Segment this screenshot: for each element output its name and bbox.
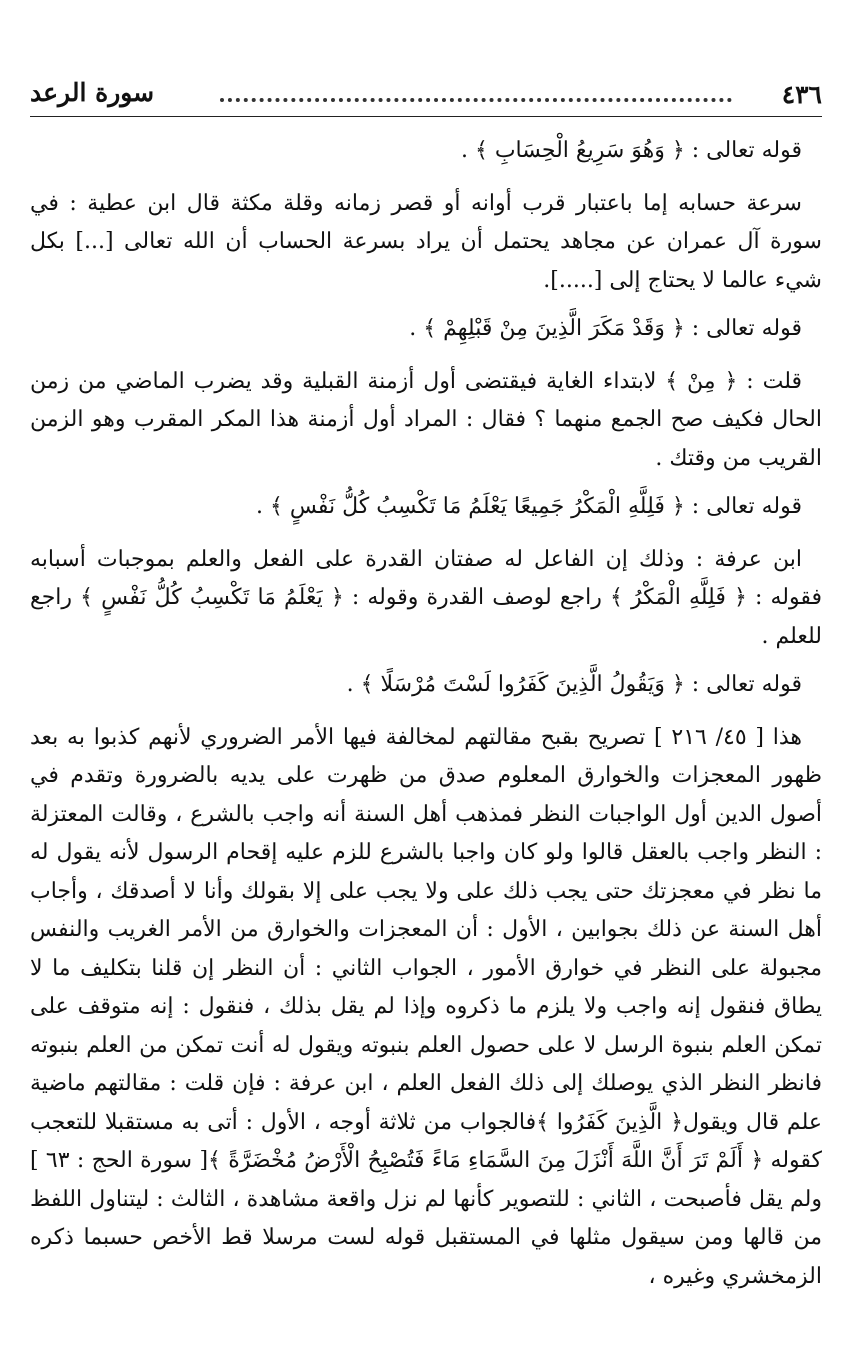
commentary-paragraph-1: سرعة حسابه إما باعتبار قرب أوانه أو قصر زمانه وقلة مكثة قال ابن عطية : في سورة آل عمران عن مجاهد يحتمل أن يراد بسرعة الحساب أن الله تعالى [...] بكل شيء عالما لا يحتاج إلى [.....]. xyxy=(30,190,822,293)
commentary-paragraph-3: ابن عرفة : وذلك إن الفاعل له صفتان القدرة على الفعل والعلم بموجبات أسبابه فقوله : ﴿ فَلِلَّهِ الْمَكْرُ ﴾ راجع لوصف القدرة وقوله : ﴿ يَعْلَمُ مَا تَكْسِبُ كُلُّ نَفْسٍ ﴾ راجع للعلم . xyxy=(30,546,822,649)
page-number: ٤٣٦ xyxy=(781,80,822,109)
verse-heading-2: قوله تعالى : ﴿ وَقَدْ مَكَرَ الَّذِينَ مِنْ قَبْلِهِمْ ﴾ . xyxy=(409,316,802,341)
verse-heading-1: قوله تعالى : ﴿ وَهُوَ سَرِيعُ الْحِسَابِ ﴾ . xyxy=(460,138,802,163)
commentary-paragraph-2: قلت : ﴿ مِنْ ﴾ لابتداء الغاية فيقتضى أول أزمنة القبلية وقد يضرب الماضي من زمن الحال فكيف صح الجمع منهما ؟ فقال : المراد أول أزمنة هذا المكر المقرب وهو الزمن القريب من وقتك . xyxy=(30,368,822,471)
header-dotted-rule xyxy=(220,98,732,102)
commentary-paragraph-4: هذا [ ٤٥/ ٢١٦ ] تصريح بقبح مقالتهم لمخالفة فيها الأمر الضروري لأنهم كذبوا به بعد ظهور المعجزات والخوارق المعلوم صدق من ظهرت على يديه بالضرورة وتقدم في أصول الدين أول الواجبات النظر فمذهب أهل السنة أنه واجب بالشرع ، وقالت المعتزلة : النظر واجب بالعقل قالوا ولو كان واجبا بالشرع للزم عليه إقحام الرسول لأنه يقول له ما نظر في معجزتك حتى يجب ذلك على ولا يجب على إلا بقولك وأنا لا أصدقك ، وأجاب أهل السنة عن ذلك بجوابين ، الأول : أن المعجزات والخوارق من الأمر الغريب والنفس مجبولة على النظر في خوارق الأمور ، الجواب الثاني : أن النظر إن قلنا بتكليف ما لا يطاق فنقول إنه واجب ولا يلزم ما ذكروه وإذا لم يقل بذلك ، فنقول : إنه متوقف على تمكن العلم بنبوة الرسل لا على حصول العلم بنبوته ويقول له أنت تمكن من العلم بنبوته فانظر النظر الذي يوصلك إلى ذلك الفعل العلم ، ابن عرفة : فإن قلت : مقالتهم ماضية علم قال ويقول﴿ الَّذِينَ كَفَرُوا ﴾فالجواب من ثلاثة أوجه ، الأول : أتى به مستقبلا للتعجب كقوله ﴿ أَلَمْ تَرَ أَنَّ اللَّهَ أَنْزَلَ مِنَ السَّمَاءِ مَاءً فَتُصْبِحُ الْأَرْضُ مُخْضَرَّةً ﴾[ سورة الحج : ٦٣ ] ولم يقل فأصبحت ، الثاني : للتصوير كأنها لم نزل واقعة مشاهدة ، الثالث : ليتناول اللفظ من قالها ومن سيقول مثلها في المستقبل قوله لست مرسلا قط الأخص حسبما ذكره الزمخشري وغيره ، xyxy=(30,724,823,1289)
surah-title: سورة الرعد xyxy=(30,78,155,107)
verse-heading-3: قوله تعالى : ﴿ فَلِلَّهِ الْمَكْرُ جَمِيعًا يَعْلَمُ مَا تَكْسِبُ كُلُّ نَفْسٍ ﴾ . xyxy=(255,494,802,519)
page-header xyxy=(30,76,822,117)
page-body xyxy=(30,122,822,1304)
verse-heading-4: قوله تعالى : ﴿ وَيَقُولُ الَّذِينَ كَفَرُوا لَسْتَ مُرْسَلًا ﴾ . xyxy=(346,672,802,697)
